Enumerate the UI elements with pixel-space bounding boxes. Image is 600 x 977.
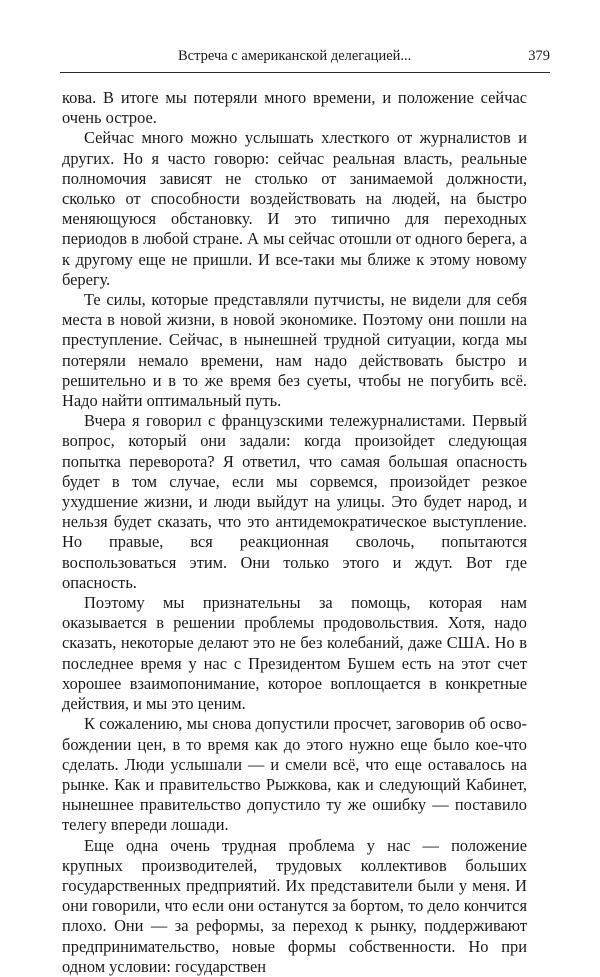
paragraph: Те силы, которые представляли путчисты, не видели для себя места в новой жизни, в новой экономике. Поэтому они пошли на преступление. Сейчас, в нынешней трудной ситуации, когда мы потеряли немало времени, нам надо действовать быстро и решительно и в то же время без суеты, чтобы не погубить всё. Надо найти оптимальный путь. (62, 290, 527, 411)
running-header (60, 46, 550, 66)
paragraph: Сейчас много можно услышать хлесткого от журналистов и других. Но я часто говорю: сейчас реальная власть, реальные полномочия зависят не столько от занимаемой должности, сколько от способности воздействовать на людей, на быстро меняющуюся обстановку. И это типично для переходных периодов в любой стране. А мы сейчас отошли от одного берега, а к другому еще не пришли. И все-таки мы ближе к этому новому берегу. (62, 128, 527, 289)
paragraph: Еще одна очень трудная проблема у нас — положение крупных производителей, трудовых коллективов больших государственных предприятий. Их представители были у меня. И они говорили, что если они останутся за бортом, то дело кончится плохо. Они — за реформы, за переход к рынку, поддерживают предпринимательство, новые формы собственности. Но при одном условии: государствен (62, 835, 527, 976)
paragraph: Вчера я говорил с французскими тележурналистами. Первый вопрос, который они задали: когда произойдет следующая попытка переворота? Я ответил, что самая большая опасность будет в том случае, если мы сорвемся, произойдет резкое ухудшение жизни, и люди выйдут на улицы. Это будет народ, и нельзя будет сказать, что это антидемократическое выступление. Но правые, вся реакционная сволочь, попытаются воспользоваться этим. Они только этого и ждут. Вот где опасность. (62, 411, 527, 592)
paragraph: К сожалению, мы снова допустили просчет, заговорив об освобождении цен, в то время как до этого нужно еще было кое-что сделать. Люди услышали — и смели всё, что еще оставалось на рынке. Как и правительство Рыжкова, как и следующий Кабинет, нынешнее правительство допустило ту же ошибку — поставило телегу впереди лошади. (62, 714, 527, 835)
body-text (62, 88, 527, 977)
paragraph-continuation: кова. В итоге мы потеряли много времени, и положение сейчас очень острое. (62, 88, 527, 128)
paragraph: Поэтому мы признательны за помощь, которая нам оказывается в решении проблемы продовольствия. Хотя, надо сказать, некоторые делают это не без колебаний, даже США. Но в последнее время у нас с Президентом Бушем есть на этот счет хорошее взаимопонимание, которое воплощается в конкретные действия, и мы это ценим. (62, 593, 527, 714)
header-rule (60, 72, 550, 73)
running-header-title: Встреча с американской делегацией... (178, 48, 412, 64)
page-number: 379 (528, 48, 550, 64)
